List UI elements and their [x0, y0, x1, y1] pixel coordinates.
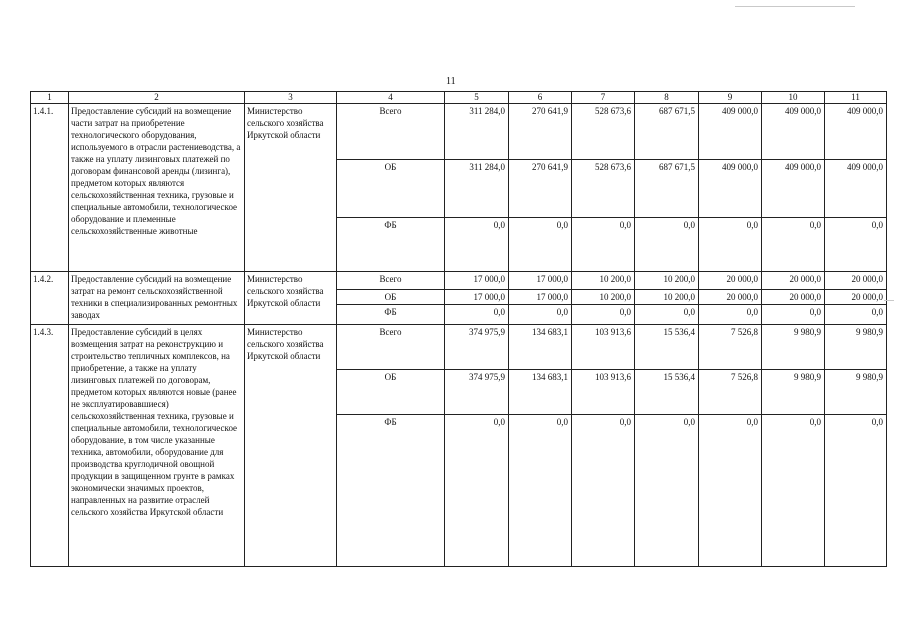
header-cell: 4: [337, 92, 445, 104]
amount-cell: 9 980,9: [825, 370, 887, 415]
amount-cell: 20 000,0: [825, 290, 887, 305]
item-description: Предоставление субсидий в целях возмещения затрат на реконструкцию и строительство тепличных комплексов, на приобретение, а также на уплату лизинговых платежей по договорам, предметом которых являются новые (ранее не эксплуатировавшиеся) сельскохозяйственная техника, грузовые и специальные автомобили, технологическое оборудование, в том числе указанные техника, автомобили, оборудование для производства круглодичной овощной продукции в защищенном грунте в рамках экономически значимых проектов, направленных на развитие отраслей сельского хозяйства Иркутской области: [69, 325, 245, 567]
funding-source: Всего: [337, 325, 445, 370]
amount-cell: 409 000,0: [762, 160, 825, 218]
item-description: Предоставление субсидий на возмещение части затрат на приобретение технологического оборудования, используемого в отрасли растениеводства, а также на уплату лизинговых платежей по договорам финансовой аренды (лизинга), предметом которых являются сельскохозяйственная техника, грузовые и специальные автомобили, технологическое оборудование и племенные сельскохозяйственные животные: [69, 104, 245, 272]
funding-source: Всего: [337, 104, 445, 160]
amount-cell: 17 000,0: [445, 272, 509, 290]
funding-source: ОБ: [337, 370, 445, 415]
amount-cell: 311 284,0: [445, 160, 509, 218]
header-cell: 6: [509, 92, 572, 104]
amount-cell: 20 000,0: [762, 290, 825, 305]
funding-source: ФБ: [337, 305, 445, 325]
funding-source: ОБ: [337, 160, 445, 218]
table-row: [31, 325, 887, 370]
amount-cell: 0,0: [635, 305, 699, 325]
amount-cell: 0,0: [825, 415, 887, 567]
amount-cell: 374 975,9: [445, 370, 509, 415]
amount-cell: 374 975,9: [445, 325, 509, 370]
funding-source: ФБ: [337, 218, 445, 272]
header-cell: 7: [572, 92, 635, 104]
amount-cell: 0,0: [699, 415, 762, 567]
amount-cell: 0,0: [762, 415, 825, 567]
amount-cell: 0,0: [509, 218, 572, 272]
amount-cell: 9 980,9: [762, 370, 825, 415]
table-row: [31, 272, 887, 290]
amount-cell: 15 536,4: [635, 370, 699, 415]
amount-cell: 0,0: [699, 218, 762, 272]
header-cell: 2: [69, 92, 245, 104]
item-code: 1.4.1.: [31, 104, 69, 272]
amount-cell: 409 000,0: [825, 104, 887, 160]
header-cell: 11: [825, 92, 887, 104]
amount-cell: 103 913,6: [572, 325, 635, 370]
amount-cell: 687 671,5: [635, 104, 699, 160]
amount-cell: 0,0: [825, 218, 887, 272]
funding-source: ФБ: [337, 415, 445, 567]
amount-cell: 528 673,6: [572, 160, 635, 218]
scan-artifact: [884, 300, 894, 301]
amount-cell: 0,0: [572, 305, 635, 325]
amount-cell: 15 536,4: [635, 325, 699, 370]
amount-cell: 7 526,8: [699, 325, 762, 370]
amount-cell: 9 980,9: [762, 325, 825, 370]
amount-cell: 103 913,6: [572, 370, 635, 415]
header-cell: 10: [762, 92, 825, 104]
item-executor: Министерство сельского хозяйства Иркутской области: [245, 272, 337, 325]
funding-source: ОБ: [337, 290, 445, 305]
amount-cell: 0,0: [699, 305, 762, 325]
amount-cell: 409 000,0: [699, 160, 762, 218]
amount-cell: 0,0: [509, 415, 572, 567]
amount-cell: 528 673,6: [572, 104, 635, 160]
amount-cell: 409 000,0: [762, 104, 825, 160]
amount-cell: 17 000,0: [509, 290, 572, 305]
amount-cell: 17 000,0: [509, 272, 572, 290]
item-code: 1.4.2.: [31, 272, 69, 325]
amount-cell: 0,0: [635, 218, 699, 272]
header-cell: 5: [445, 92, 509, 104]
table-row: [31, 104, 887, 160]
budget-table: [30, 91, 887, 567]
amount-cell: 20 000,0: [762, 272, 825, 290]
header-cell: 1: [31, 92, 69, 104]
header-cell: 8: [635, 92, 699, 104]
amount-cell: 0,0: [635, 415, 699, 567]
amount-cell: 0,0: [572, 415, 635, 567]
amount-cell: 409 000,0: [825, 160, 887, 218]
amount-cell: 134 683,1: [509, 370, 572, 415]
page-number: 11: [446, 76, 456, 87]
item-executor: Министерство сельского хозяйства Иркутской области: [245, 104, 337, 272]
amount-cell: 17 000,0: [445, 290, 509, 305]
item-executor: Министерство сельского хозяйства Иркутской области: [245, 325, 337, 567]
amount-cell: 270 641,9: [509, 104, 572, 160]
header-cell: 3: [245, 92, 337, 104]
amount-cell: 20 000,0: [699, 272, 762, 290]
item-code: 1.4.3.: [31, 325, 69, 567]
amount-cell: 687 671,5: [635, 160, 699, 218]
amount-cell: 311 284,0: [445, 104, 509, 160]
amount-cell: 10 200,0: [572, 290, 635, 305]
amount-cell: 7 526,8: [699, 370, 762, 415]
amount-cell: 0,0: [445, 218, 509, 272]
item-description: Предоставление субсидий на возмещение затрат на ремонт сельскохозяйственной техники в специализированных ремонтных заводах: [69, 272, 245, 325]
amount-cell: 0,0: [762, 218, 825, 272]
header-row: [31, 92, 887, 104]
amount-cell: 20 000,0: [699, 290, 762, 305]
amount-cell: 20 000,0: [825, 272, 887, 290]
amount-cell: 9 980,9: [825, 325, 887, 370]
amount-cell: 10 200,0: [635, 290, 699, 305]
amount-cell: 0,0: [509, 305, 572, 325]
funding-source: Всего: [337, 272, 445, 290]
amount-cell: 0,0: [762, 305, 825, 325]
amount-cell: 409 000,0: [699, 104, 762, 160]
amount-cell: 0,0: [572, 218, 635, 272]
scan-artifact: [735, 6, 855, 7]
amount-cell: 10 200,0: [572, 272, 635, 290]
header-cell: 9: [699, 92, 762, 104]
amount-cell: 134 683,1: [509, 325, 572, 370]
amount-cell: 270 641,9: [509, 160, 572, 218]
amount-cell: 10 200,0: [635, 272, 699, 290]
amount-cell: 0,0: [825, 305, 887, 325]
amount-cell: 0,0: [445, 415, 509, 567]
amount-cell: 0,0: [445, 305, 509, 325]
